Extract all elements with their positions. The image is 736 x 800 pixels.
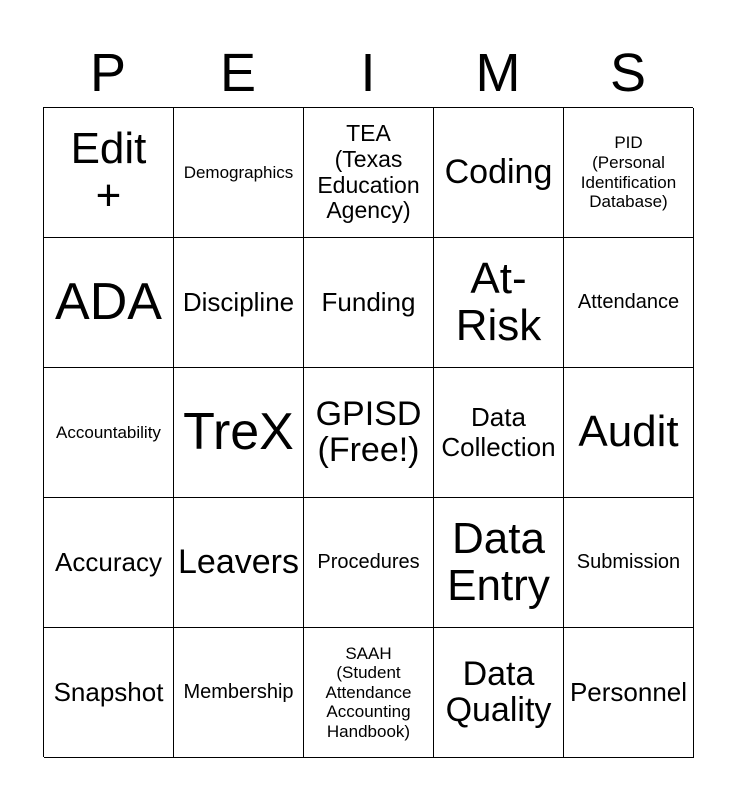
bingo-cell[interactable]: PID (Personal Identification Database): [564, 108, 694, 238]
bingo-cell[interactable]: TEA (Texas Education Agency): [304, 108, 434, 238]
header-letter-e: E: [219, 43, 257, 103]
bingo-cell[interactable]: Snapshot: [44, 628, 174, 758]
bingo-cell[interactable]: ADA: [44, 238, 174, 368]
bingo-cell[interactable]: Accuracy: [44, 498, 174, 628]
bingo-cell[interactable]: Data Entry: [434, 498, 564, 628]
bingo-cell[interactable]: Edit +: [44, 108, 174, 238]
header-letter-s: S: [609, 43, 647, 103]
bingo-cell[interactable]: Procedures: [304, 498, 434, 628]
bingo-cell[interactable]: Funding: [304, 238, 434, 368]
bingo-cell[interactable]: Data Quality: [434, 628, 564, 758]
bingo-cell[interactable]: GPISD (Free!): [304, 368, 434, 498]
bingo-cell[interactable]: Leavers: [174, 498, 304, 628]
bingo-card: [43, 107, 693, 757]
bingo-cell[interactable]: TreX: [174, 368, 304, 498]
bingo-cell[interactable]: At- Risk: [434, 238, 564, 368]
header-letter-p: P: [89, 43, 127, 103]
bingo-cell[interactable]: Personnel: [564, 628, 694, 758]
bingo-cell[interactable]: Submission: [564, 498, 694, 628]
bingo-cell[interactable]: Attendance: [564, 238, 694, 368]
bingo-cell[interactable]: Coding: [434, 108, 564, 238]
bingo-cell[interactable]: Demographics: [174, 108, 304, 238]
header-letter-i: I: [360, 43, 376, 103]
header-letter-m: M: [475, 43, 521, 103]
bingo-cell[interactable]: Discipline: [174, 238, 304, 368]
bingo-header: [43, 40, 693, 106]
bingo-cell[interactable]: SAAH (Student Attendance Accounting Handbook): [304, 628, 434, 758]
bingo-cell[interactable]: Data Collection: [434, 368, 564, 498]
bingo-cell[interactable]: Accountability: [44, 368, 174, 498]
bingo-cell[interactable]: Audit: [564, 368, 694, 498]
bingo-cell[interactable]: Membership: [174, 628, 304, 758]
